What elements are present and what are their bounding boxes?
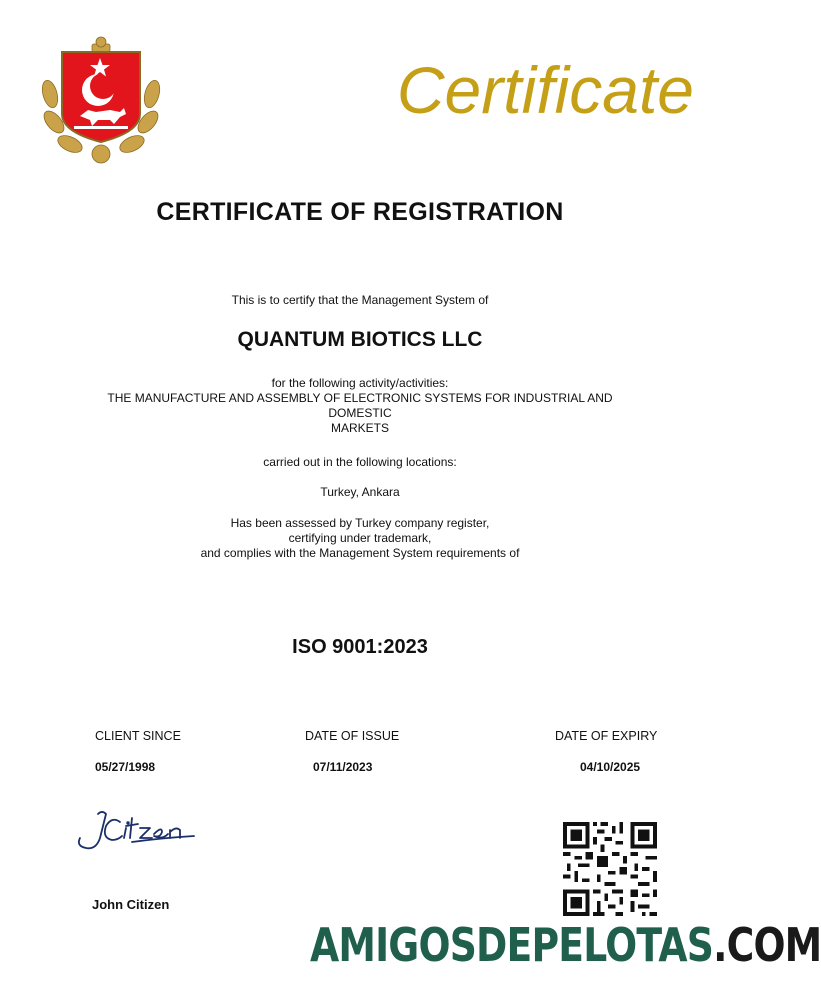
- iso-standard: ISO 9001:2023: [292, 636, 428, 658]
- location: Turkey, Ankara: [320, 485, 400, 499]
- assessment-line: Has been assessed by Turkey company register,: [230, 516, 490, 530]
- activity-line: MARKETS: [330, 421, 389, 435]
- turkish-national-emblem-icon: [40, 34, 162, 166]
- handwritten-signature: [72, 808, 202, 856]
- activity-line: THE MANUFACTURE AND ASSEMBLY OF ELECTRONIC SYSTEMS FOR INDUSTRIAL AND: [107, 391, 613, 405]
- assessment-line: and complies with the Management System requirements of: [200, 546, 520, 560]
- activity-line: DOMESTIC: [328, 406, 392, 420]
- signer-name: John Citizen: [92, 897, 170, 912]
- company-name: QUANTUM BIOTICS LLC: [237, 328, 483, 351]
- watermark: [310, 918, 821, 972]
- page-title: CERTIFICATE OF REGISTRATION: [156, 198, 564, 226]
- certificate-heading: Certificate: [396, 53, 694, 127]
- activity-intro: for the following activity/activities:: [271, 376, 449, 390]
- date-of-expiry-value: 04/10/2025: [580, 760, 641, 774]
- activity-description: [60, 391, 660, 436]
- date-of-issue-label: DATE OF ISSUE: [305, 729, 400, 743]
- watermark-suffix: .COM: [713, 918, 821, 972]
- date-of-expiry-label: DATE OF EXPIRY: [555, 729, 658, 743]
- assessment-line: certifying under trademark,: [288, 531, 432, 545]
- client-since-value: 05/27/1998: [95, 760, 156, 774]
- date-of-issue-value: 07/11/2023: [313, 760, 373, 774]
- locations-intro: carried out in the following locations:: [263, 455, 457, 469]
- certify-statement: This is to certify that the Management System of: [231, 293, 489, 307]
- watermark-text: AMIGOSDEPELOTAS: [310, 918, 714, 972]
- assessment-statement: [0, 516, 720, 561]
- qr-code-icon: [563, 822, 657, 916]
- client-since-label: CLIENT SINCE: [95, 729, 181, 743]
